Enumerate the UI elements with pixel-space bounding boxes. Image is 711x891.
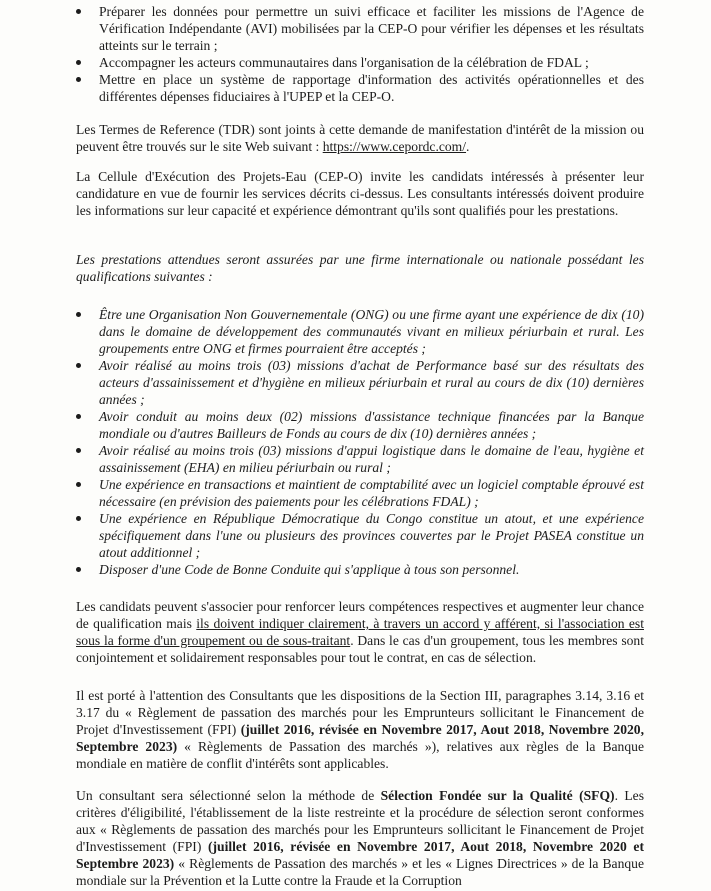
selection-dates: (juillet 2016, révisée en Novembre 2017, Aout 2018, Novembre 2020 et Septembre 2023): [76, 839, 644, 871]
list-item: Mettre en place un système de rapportage d'information des activités opérationnelles et des différentes dépenses fiduciaires à l'UPEP et la CEP-O.: [76, 71, 644, 105]
selection-text-end: « Règlements de Passation des marchés » et les « Lignes Directrices » de la Banque mondiale sur la Prévention et la Lutte contre la Fraude et la Corruption: [76, 856, 644, 888]
selection-text: Un consultant sera sélectionné selon la méthode de: [76, 788, 381, 803]
association-text: Les candidats peuvent s'associer pour renforcer leurs compétences respectives et augmenter leur chance de qualification mais: [76, 599, 644, 631]
list-item: Accompagner les acteurs communautaires dans l'organisation de la célébration de FDAL ;: [76, 54, 644, 71]
attention-paragraph: [76, 687, 644, 772]
qualification-bullets: [76, 306, 644, 578]
association-paragraph: [76, 598, 644, 666]
list-item: Avoir réalisé au moins trois (03) missions d'achat de Performance basé sur des résultats des acteurs d'assainissement et d'hygiène en milieux périurbain et rural au cours de dix (10) dernières années ;: [76, 357, 644, 408]
website-link[interactable]: https://www.cepordc.com/: [322, 139, 467, 154]
list-item: Une expérience en République Démocratique du Congo constitue un atout, et une expérience spécifiquement dans l'une ou plusieurs des provinces couvertes par le Projet PASEA constitue un atout additionnel ;: [76, 510, 644, 561]
qualifications-intro: Les prestations attendues seront assurées par une firme internationale ou nationale possédant les qualifications suivantes :: [76, 252, 644, 284]
list-item: Disposer d'une Code de Bonne Conduite qui s'applique à tous son personnel.: [76, 561, 644, 578]
tdr-end: .: [466, 139, 470, 154]
mission-bullets: [76, 3, 644, 105]
list-item: Être une Organisation Non Gouvernementale (ONG) ou une firme ayant une expérience de dix (10) dans le domaine de développement des communautés vivant en milieux périurbain et rural. Les groupements entre ONG et firmes pourraient être acceptés ;: [76, 306, 644, 357]
selection-paragraph: [76, 787, 644, 889]
attention-dates: (juillet 2016, révisée en Novembre 2017, Aout 2018, Novembre 2020, Septembre 2023): [76, 722, 644, 754]
list-item: Avoir conduit au moins deux (02) missions d'assistance technique financées par la Banque mondiale ou d'autres Bailleurs de Fonds au cours de dix (10) dernières années ;: [76, 408, 644, 442]
list-item: Une expérience en transactions et maintient de comptabilité avec un logiciel comptable éprouvé est nécessaire (en prévision des paiements pour les célébrations FDAL) ;: [76, 476, 644, 510]
attention-text-end: « Règlements de Passation des marchés »), relatives aux règles de la Banque mondiale en matière de conflit d'intérêts sont applicables.: [76, 739, 644, 771]
selection-text-middle: . Les critères d'éligibilité, l'établissement de la liste restreinte et la procédure de sélection seront conformes aux « Règlements de passation des marchés pour les Emprunteurs sollicitant le Financement de Projet d'Investissement (FPI): [76, 788, 644, 854]
invite-paragraph: La Cellule d'Exécution des Projets-Eau (CEP-O) invite les candidats intéressés à présenter leur candidature en vue de fournir les services décrits ci-dessus. Les consultants intéressés doivent produire les informations sur leur capacité et expérience démontrant qu'ils sont qualifiés pour les prestations.: [76, 169, 644, 218]
tdr-paragraph: [76, 121, 644, 155]
list-item: Préparer les données pour permettre un suivi efficace et faciliter les missions de l'Agence de Vérification Indépendante (AVI) mobilisées par la CEP-O pour vérifier les dépenses et les résultats atteints sur le terrain ;: [76, 3, 644, 54]
selection-method: Sélection Fondée sur la Qualité (SFQ): [380, 788, 615, 803]
association-underlined: ils doivent indiquer clairement, à travers un accord y afférent, si l'association est sous la forme d'un groupement ou de sous-traitant: [76, 616, 644, 648]
association-text-end: . Dans le cas d'un groupement, tous les membres sont conjointement et solidairement responsables pour tout le contrat, en cas de sélection.: [76, 633, 644, 665]
tdr-text: Les Termes de Reference (TDR) sont joints à cette demande de manifestation d'intérêt de la mission ou peuvent être trouvés sur le site Web suivant :: [76, 122, 644, 154]
list-item: Avoir réalisé au moins trois (03) missions d'appui logistique dans le domaine de l'eau, hygiène et assainissement (EHA) en milieu périurbain ou rural ;: [76, 442, 644, 476]
attention-text: Il est porté à l'attention des Consultants que les dispositions de la Section III, paragraphes 3.14, 3.16 et 3.17 du « Règlement de passation des marchés pour les Emprunteurs sollicitant le Financement de Projet d'Investissement (FPI): [76, 688, 644, 737]
